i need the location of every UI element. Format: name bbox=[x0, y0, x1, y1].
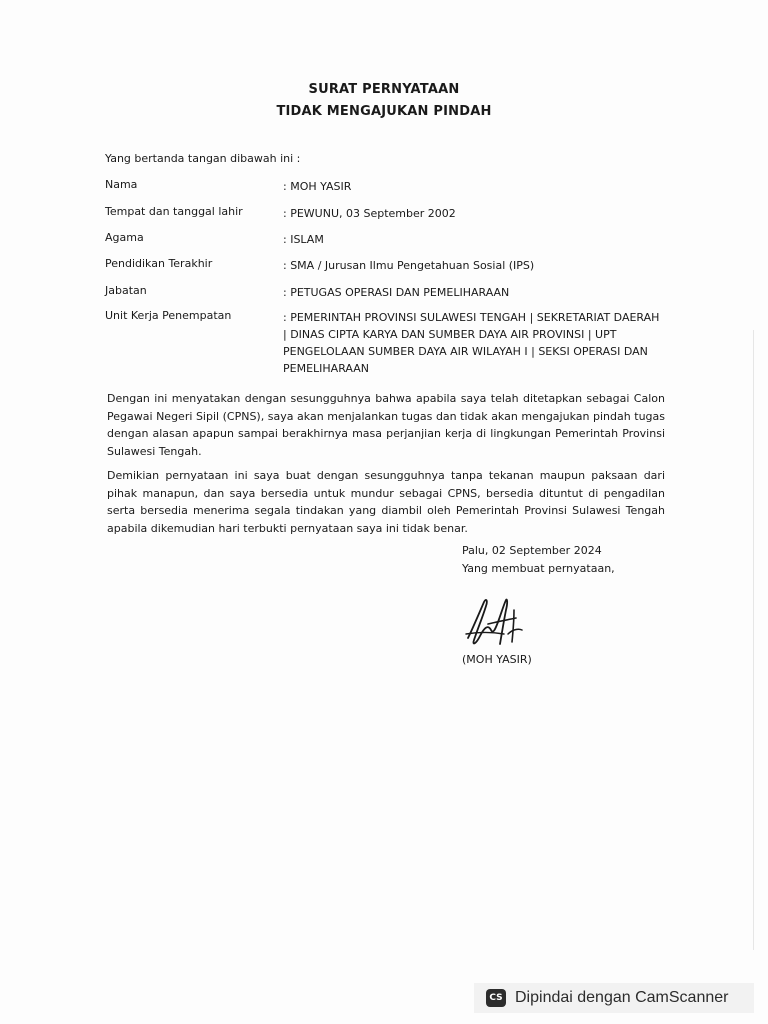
signature-block bbox=[462, 542, 615, 578]
field-unit-kerja bbox=[105, 309, 665, 377]
field-jabatan bbox=[105, 284, 665, 301]
field-value: : SMA / Jurusan Ilmu Pengetahuan Sosial (IPS) bbox=[283, 259, 535, 272]
place-date: Palu, 02 September 2024 bbox=[462, 544, 602, 557]
field-value: : PETUGAS OPERASI DAN PEMELIHARAAN bbox=[283, 286, 510, 299]
field-label: Unit Kerja Penempatan bbox=[105, 309, 232, 322]
scan-edge-line bbox=[753, 330, 754, 950]
camscanner-label: Dipindai dengan CamScanner bbox=[515, 989, 729, 1006]
field-label: Jabatan bbox=[105, 284, 147, 297]
field-value: : PEWUNU, 03 September 2002 bbox=[283, 207, 456, 220]
signer-name: (MOH YASIR) bbox=[462, 653, 532, 666]
field-label: Pendidikan Terakhir bbox=[105, 257, 213, 270]
field-nama bbox=[105, 178, 665, 195]
field-label: Tempat dan tanggal lahir bbox=[105, 205, 243, 218]
field-value: : PEMERINTAH PROVINSI SULAWESI TENGAH | SEKRETARIAT DAERAH | DINAS CIPTA KARYA DAN SUMBER DAYA AIR PROVINSI | UPT PENGELOLAAN SUMBER DAYA AIR WILAYAH I | SEKSI OPERASI DAN PEMELIHARAAN bbox=[283, 311, 660, 375]
field-label: Agama bbox=[105, 231, 144, 244]
closing-line: Yang membuat pernyataan, bbox=[462, 562, 615, 575]
signature-image bbox=[458, 590, 530, 654]
field-pendidikan bbox=[105, 257, 665, 274]
closing-paragraph: Demikian pernyataan ini saya buat dengan sesungguhnya tanpa tekanan maupun paksaan dari pihak manapun, dan saya bersedia untuk mundur sebagai CPNS, bersedia dituntut di pengadilan serta bersedia menerima segala tindakan yang diambil oleh Pemerintah Provinsi Sulawesi Tengah apabila dikemudian hari terbukti pernyataan saya ini tidak benar. bbox=[107, 469, 665, 535]
statement-paragraph: Dengan ini menyatakan dengan sesungguhnya bahwa apabila saya telah ditetapkan sebagai Calon Pegawai Negeri Sipil (CPNS), saya akan menjalankan tugas dan tidak akan mengajukan pindah tugas dengan alasan apapun sampai berakhirnya masa perjanjian kerja di lingkungan Pemerintah Provinsi Sulawesi Tengah. bbox=[107, 392, 665, 458]
field-value: : MOH YASIR bbox=[283, 180, 352, 193]
field-value: : ISLAM bbox=[283, 233, 324, 246]
intro-text: Yang bertanda tangan dibawah ini : bbox=[105, 152, 301, 165]
camscanner-watermark bbox=[474, 983, 754, 1013]
camscanner-icon: CS bbox=[486, 989, 506, 1007]
document-title: SURAT PERNYATAAN bbox=[308, 82, 460, 97]
field-tempat-tanggal-lahir bbox=[105, 205, 665, 222]
field-agama bbox=[105, 231, 665, 248]
document-subtitle: TIDAK MENGAJUKAN PINDAH bbox=[276, 104, 492, 119]
field-label: Nama bbox=[105, 178, 138, 191]
